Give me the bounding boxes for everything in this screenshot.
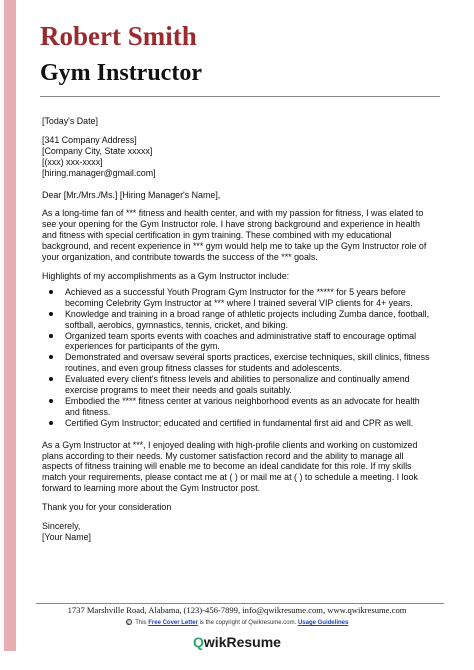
- list-item-text: Knowledge and training in a broad range of athletic projects including Zumba dance, football, softball, aerobics, gymnastics, tennis, cricket, and biking.: [65, 308, 430, 330]
- list-item: [42, 374, 432, 396]
- list-item: [42, 309, 432, 331]
- bullet-icon: [49, 290, 53, 294]
- applicant-name: Robert Smith: [40, 21, 197, 51]
- bullet-icon: [49, 312, 53, 316]
- closing-paragraph: As a Gym Instructor at ***, I enjoyed dealing with high-profile clients and working on customized plans according to their needs. My customer satisfaction record and the ability to manage all aspects of fitness training will enable me to become an ideal candidate for this role. If my skills match your requirements, please contact me at ( ) or mail me at ( ) to schedule a meeting. I look forward to learning more about the Gym Instructor post.: [42, 439, 418, 494]
- bullet-icon: [49, 399, 53, 403]
- intro-paragraph: As a long-time fan of *** fitness and health center, and with my passion for fitness, I was elated to see your opening for the Gym Instructor role. I have strong background and experience in health and fitness with special certification in gym training. These combined with my educational background, and recent experience in *** gym would help me to take up the Gym Instructor role of your organization, and contribute towards the success of the *** goals.: [42, 208, 427, 263]
- list-item-text: Certified Gym Instructor; educated and certified in fundamental first aid and CPR as well.: [65, 417, 414, 428]
- list-item-text: Embodied the **** fitness center at various neighborhood events as an advocate for health and fitness.: [65, 395, 420, 417]
- letter-body: [42, 116, 432, 543]
- recipient-line: [(xxx) xxx-xxxx]: [42, 156, 103, 167]
- bullet-icon: [49, 421, 53, 425]
- list-item-text: Achieved as a successful Youth Program Gym Instructor for the ***** for 5 years before becoming Celebrity Gym Instructor at *** where I trained several VIP clients for 4+ years.: [65, 286, 413, 308]
- header-divider: [40, 96, 440, 97]
- credit-prefix: This: [135, 620, 147, 626]
- signature-name: [Your Name]: [42, 532, 92, 542]
- accomplishment-list: [42, 287, 432, 429]
- usage-guidelines-link[interactable]: Usage Guidelines: [297, 620, 349, 626]
- copyright-icon: ©: [126, 620, 131, 626]
- copyright-line: [0, 619, 474, 628]
- logo-q: Q: [193, 634, 204, 650]
- thanks-line: Thank you for your consideration: [42, 502, 172, 513]
- list-item: [42, 352, 432, 374]
- list-item: [42, 418, 432, 429]
- credit-middle: is the copyright of Qwikresume.com.: [199, 620, 297, 626]
- logo-wordmark: wikResume: [203, 634, 281, 650]
- salutation: Dear [Mr./Mrs./Ms.] [Hiring Manager's Name],: [42, 189, 221, 200]
- signoff: Sincerely,: [42, 521, 81, 532]
- recipient-line: [341 Company Address]: [42, 134, 137, 145]
- recipient-address-block: [42, 135, 432, 179]
- highlights-heading: Highlights of my accomplishments as a Gym Instructor include:: [42, 270, 290, 281]
- bullet-icon: [49, 377, 53, 381]
- list-item: [42, 287, 432, 309]
- list-item: [42, 331, 432, 353]
- letter-date: [Today's Date]: [42, 116, 98, 126]
- list-item-text: Organized team sports events with coaches and administrative staff to encourage optimal experiences for participants of the gym.: [65, 330, 417, 352]
- side-accent-bar: [4, 0, 16, 651]
- footer-address: 1737 Marshville Road, Alabama, (123)-456-7899, info@qwikresume.com, www.qwikresume.com: [67, 605, 407, 615]
- free-cover-letter-link[interactable]: Free Cover Letter: [148, 620, 198, 626]
- job-title: Gym Instructor: [40, 60, 202, 86]
- recipient-line: [Company City, State xxxxx]: [42, 145, 153, 156]
- list-item-text: Evaluated every client's fitness levels and abilities to personalize and continually amend exercise programs to meet their needs and goals suitably.: [65, 374, 410, 396]
- list-item: [42, 396, 432, 418]
- list-item-text: Demonstrated and oversaw several sports practices, exercise techniques, skill clinics, fitness routines, and even group fitness classes for students and adolescents.: [65, 352, 430, 374]
- qwikresume-logo[interactable]: [0, 634, 474, 650]
- recipient-line: [hiring.manager@gmail.com]: [42, 167, 156, 178]
- bullet-icon: [49, 334, 53, 338]
- bullet-icon: [49, 355, 53, 359]
- footer-divider: [36, 603, 444, 604]
